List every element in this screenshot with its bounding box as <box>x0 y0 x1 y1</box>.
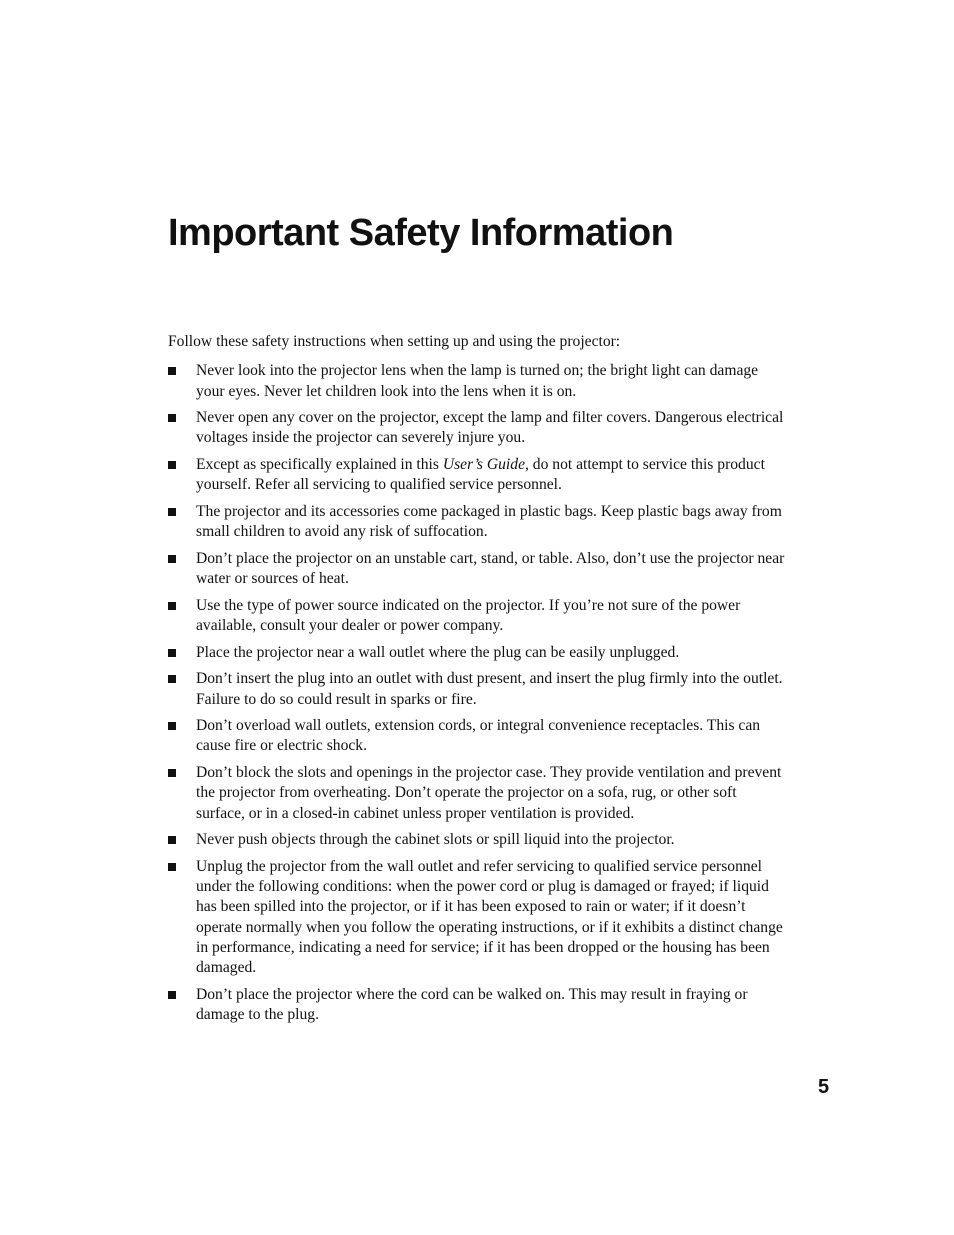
list-item-text: Don’t block the slots and openings in the projector case. They provide ventilation and prevent the projector from overheating. Don’t operate the projector on a sofa, rug, or other soft surface, or in a closed-in cabinet unless proper ventilation is provided. <box>196 764 782 822</box>
list-item <box>168 408 788 449</box>
page-number: 5 <box>818 1076 830 1098</box>
list-item <box>168 857 788 979</box>
square-bullet-icon <box>168 461 176 469</box>
list-item-text: Never open any cover on the projector, except the lamp and filter covers. Dangerous electrical voltages inside the projector can severely injure you. <box>196 409 784 447</box>
list-item <box>168 643 788 663</box>
square-bullet-icon <box>168 367 176 375</box>
square-bullet-icon <box>168 602 176 610</box>
users-guide-title: User’s Guide <box>442 456 525 474</box>
square-bullet-icon <box>168 863 176 871</box>
list-item-text-before: Except as specifically explained in this <box>196 456 443 474</box>
square-bullet-icon <box>168 722 176 730</box>
list-item <box>168 361 788 402</box>
list-item <box>168 596 788 637</box>
list-item <box>168 502 788 543</box>
list-item-text: Place the projector near a wall outlet where the plug can be easily unplugged. <box>196 643 680 661</box>
list-item <box>168 830 788 850</box>
page-title: Important Safety Information <box>168 212 674 254</box>
square-bullet-icon <box>168 769 176 777</box>
safety-instructions-list <box>168 361 788 1025</box>
square-bullet-icon <box>168 836 176 844</box>
square-bullet-icon <box>168 414 176 422</box>
list-item-text: Never look into the projector lens when the lamp is turned on; the bright light can damage your eyes. Never let children look into the lens when it is on. <box>196 362 759 400</box>
list-item-text-after: , do not attempt to service this product yourself. Refer all servicing to qualified service personnel. <box>196 456 765 494</box>
square-bullet-icon <box>168 508 176 516</box>
document-body <box>168 332 788 1032</box>
list-item <box>168 763 788 824</box>
list-item-text: Don’t place the projector where the cord can be walked on. This may result in fraying or damage to the plug. <box>196 985 748 1024</box>
square-bullet-icon <box>168 991 176 999</box>
list-item-text: Never push objects through the cabinet slots or spill liquid into the projector. <box>196 831 675 849</box>
list-item-text: Use the type of power source indicated on the projector. If you’re not sure of the power available, consult your dealer or power company. <box>196 596 741 635</box>
list-item <box>168 985 788 1026</box>
list-item-text: Don’t insert the plug into an outlet with dust present, and insert the plug firmly into the outlet. Failure to do so could result in sparks or fire. <box>196 670 783 708</box>
list-item <box>168 669 788 710</box>
list-item-text <box>196 456 765 493</box>
square-bullet-icon <box>168 555 176 563</box>
list-item-text: Don’t place the projector on an unstable cart, stand, or table. Also, don’t use the projector near water or sources of heat. <box>196 549 785 588</box>
list-item-text: Don’t overload wall outlets, extension cords, or integral convenience receptacles. This can cause fire or electric shock. <box>196 717 761 755</box>
list-item-text: The projector and its accessories come packaged in plastic bags. Keep plastic bags away from small children to avoid any risk of suffocation. <box>196 502 782 541</box>
square-bullet-icon <box>168 675 176 683</box>
list-item <box>168 549 788 590</box>
list-item-text: Unplug the projector from the wall outlet and refer servicing to qualified service personnel under the following conditions: when the power cord or plug is damaged or frayed; if liquid has been spilled into the projector, or if it has been exposed to rain or water; if it doesn’t operate normally when you follow the operating instructions, or if it exhibits a distinct change in performance, indicating a need for service; if it has been dropped or the housing has been damaged. <box>196 857 783 977</box>
list-item <box>168 716 788 757</box>
list-item <box>168 455 788 496</box>
intro-paragraph: Follow these safety instructions when setting up and using the projector: <box>168 333 621 350</box>
square-bullet-icon <box>168 649 176 657</box>
